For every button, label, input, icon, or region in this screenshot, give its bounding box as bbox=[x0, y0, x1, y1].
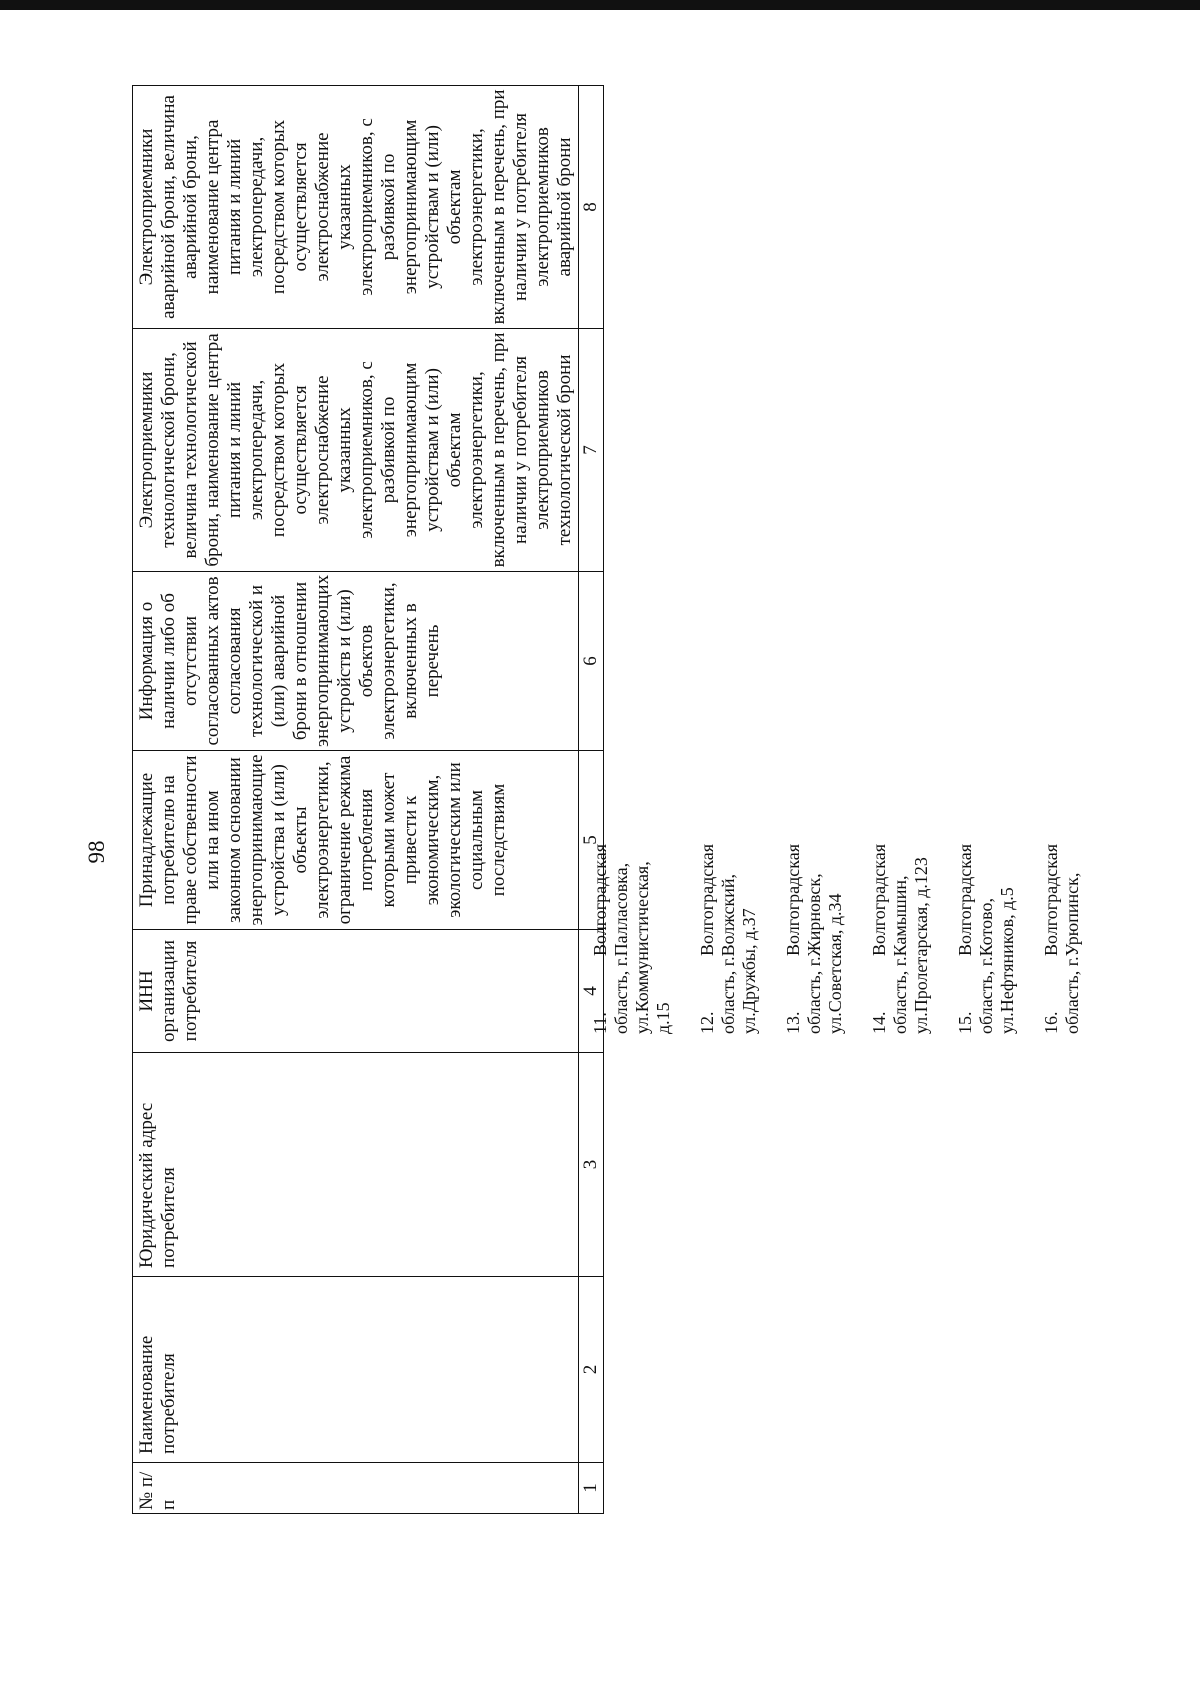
header-cell: Электроприемники аварийной брони, величина аварийной брони, наименование центра питания и линий электропередачи, посредством которых осуществляется электроснабжение указанных электроприемников, с разбивкой по энергопринимающим устройствам и (или) объектам электроэнергетики, включенным в перечень, при наличии у потребителя электроприемников аварийной брони bbox=[133, 85, 579, 328]
column-number: 4 bbox=[579, 930, 604, 1053]
column-number: 3 bbox=[579, 1053, 604, 1277]
column-number: 7 bbox=[579, 328, 604, 571]
entry-address: область, г.Жирновск, ул.Советская, д.34 bbox=[804, 873, 845, 1034]
entry-number: 14. bbox=[869, 1011, 889, 1034]
header-cell: Электроприемники технологической брони, величина технологической брони, наименование центра питания и линий электропередачи, посредством которых осуществляется электроснабжение указанных электроприемников, с разбивкой по энергопринимающим устройствам и (или) объектам электроэнергетики, включенным в перечень, при наличии у потребителя электроприемников технологической брони bbox=[133, 328, 579, 571]
header-cell: Принадлежащие потребителю на праве собственности или на ином законном основании энергопринимающие устройства и (или) объекты электроэнергетики, ограничение режима потребления которыми может привести к экономическим, экологическим или социальным последствиям bbox=[133, 751, 579, 930]
list-item bbox=[590, 844, 674, 1034]
list-item bbox=[783, 844, 846, 1034]
list-item bbox=[869, 844, 932, 1034]
list-item bbox=[955, 844, 1018, 1034]
entry-number: 16. bbox=[1041, 1011, 1061, 1034]
entry-region: Волгоградская bbox=[1041, 844, 1061, 956]
column-number: 8 bbox=[579, 85, 604, 328]
column-number-row bbox=[579, 85, 604, 1513]
document-page bbox=[70, 72, 1130, 1632]
header-cell: ИНН организации потребителя bbox=[133, 930, 579, 1053]
entry-region: Волгоградская bbox=[955, 844, 975, 956]
page-number: 98 bbox=[84, 840, 109, 864]
consumer-table bbox=[132, 85, 604, 1514]
entry-region: Волгоградская bbox=[783, 844, 803, 956]
scan-edge bbox=[0, 0, 1200, 10]
header-cell: Наименование потребителя bbox=[133, 1277, 579, 1463]
column-number: 6 bbox=[579, 571, 604, 750]
entry-region: Волгоградская bbox=[697, 844, 717, 956]
column-number: 5 bbox=[579, 751, 604, 930]
entry-region: Волгоградская bbox=[590, 844, 610, 956]
entry-address: область, г.Волжский, ул.Дружбы, д.37 bbox=[718, 874, 759, 1034]
list-item bbox=[697, 844, 760, 1034]
entry-number: 12. bbox=[697, 1011, 717, 1034]
entry-number: 15. bbox=[955, 1011, 975, 1034]
entry-region: Волгоградская bbox=[869, 844, 889, 956]
entry-address: область, г.Палласовка, ул.Коммунистическая, д.15 bbox=[611, 861, 673, 1034]
header-cell: Информация о наличии либо об отсутствии согласованных актов согласования технологической и (или) аварийной брони в отношении энергопринимающих устройств и (или) объектов электроэнергетики, включенных в перечень bbox=[133, 571, 579, 750]
table-header-row bbox=[133, 85, 579, 1513]
address-list bbox=[590, 844, 1106, 1034]
entry-number: 13. bbox=[783, 1011, 803, 1034]
header-cell: № п/п bbox=[133, 1463, 579, 1514]
entry-address: область, г.Котово, ул.Нефтяников, д.5 bbox=[976, 887, 1017, 1034]
entry-number: 11. bbox=[590, 1012, 610, 1034]
header-cell: Юридический адрес потребителя bbox=[133, 1053, 579, 1277]
column-number: 1 bbox=[579, 1463, 604, 1514]
column-number: 2 bbox=[579, 1277, 604, 1463]
entry-address: область, г.Камышин, ул.Пролетарская, д.123 bbox=[890, 857, 931, 1034]
entry-address: область, г.Урюпинск, bbox=[1062, 872, 1082, 1034]
list-item bbox=[1041, 844, 1083, 1034]
